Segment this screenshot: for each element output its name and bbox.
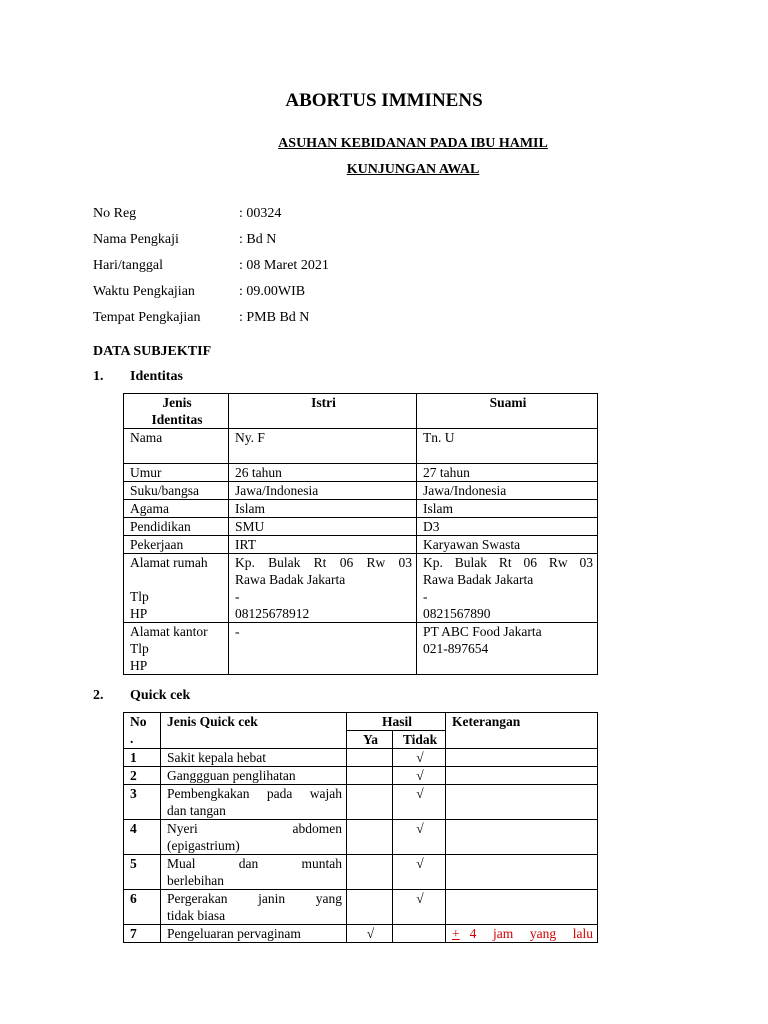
- istri-alamat-kantor: -: [229, 623, 417, 675]
- row-keterangan: [446, 749, 598, 767]
- quick-cek-heading: Quick cek: [130, 688, 191, 703]
- header-jenis-identitas: [124, 394, 229, 429]
- document-subtitle-2: KUNJUNGAN AWAL: [346, 162, 480, 177]
- suami-alamat-line1: Kp. Bulak Rt 06 Rw 03: [423, 555, 593, 570]
- istri-agama: Islam: [229, 500, 417, 518]
- row-label-umur: Umur: [124, 464, 229, 482]
- row-jenis-line1: Nyeri abdomen: [167, 821, 342, 836]
- header-tidak: Tidak: [393, 731, 446, 749]
- row-label-alamat-kantor: [124, 623, 229, 675]
- suami-kantor-line1: PT ABC Food Jakarta: [423, 624, 542, 639]
- row-label-pendidikan: Pendidikan: [124, 518, 229, 536]
- row-no: 2: [124, 767, 161, 785]
- header-jenis-line1: Jenis: [162, 395, 192, 410]
- suami-agama: Islam: [417, 500, 598, 518]
- quick-cek-number: 2.: [93, 688, 104, 703]
- row-jenis: [161, 785, 347, 820]
- row-label-suku: Suku/bangsa: [124, 482, 229, 500]
- alamat-rumah-hp-label: HP: [130, 606, 148, 621]
- suami-nama: Tn. U: [417, 429, 598, 464]
- row-jenis: Ganggguan penglihatan: [161, 767, 347, 785]
- info-value-hari-tanggal: : 08 Maret 2021: [239, 258, 329, 273]
- table-row: [124, 554, 598, 623]
- row-keterangan: [446, 890, 598, 925]
- table-row: [124, 429, 598, 464]
- row-jenis-line1: Pembengkakan pada wajah: [167, 786, 342, 801]
- row-keterangan: [446, 785, 598, 820]
- alamat-rumah-label: Alamat rumah: [130, 555, 208, 570]
- table-row: [124, 785, 598, 820]
- row-jenis-line2: berlebihan: [167, 873, 224, 888]
- istri-suku: Jawa/Indonesia: [229, 482, 417, 500]
- table-row: [124, 482, 598, 500]
- identitas-header-row: [124, 394, 598, 429]
- plus-minus-sign: +: [452, 926, 460, 941]
- document-title: ABORTUS IMMINENS: [285, 90, 483, 111]
- table-row: [124, 536, 598, 554]
- quick-cek-header-row: [124, 713, 598, 731]
- alamat-kantor-label: Alamat kantor: [130, 624, 208, 639]
- table-row: [124, 749, 598, 767]
- table-row: [124, 855, 598, 890]
- istri-pendidikan: SMU: [229, 518, 417, 536]
- suami-alamat-kantor: [417, 623, 598, 675]
- identitas-table: [123, 393, 598, 675]
- istri-alamat-rumah: [229, 554, 417, 623]
- info-value-nama-pengkaji: : Bd N: [239, 232, 277, 247]
- header-jenis-quick-cek: Jenis Quick cek: [161, 713, 347, 749]
- suami-umur: 27 tahun: [417, 464, 598, 482]
- row-label-agama: Agama: [124, 500, 229, 518]
- row-ya: [347, 855, 393, 890]
- info-label-waktu-pengkajian: Waktu Pengkajian: [93, 284, 195, 299]
- info-label-no-reg: No Reg: [93, 206, 137, 221]
- row-keterangan: [446, 855, 598, 890]
- row-ya: [347, 890, 393, 925]
- table-row: [124, 464, 598, 482]
- row-jenis-line2: (epigastrium): [167, 838, 240, 853]
- alamat-kantor-tlp-label: Tlp: [130, 641, 149, 656]
- header-no: [124, 713, 161, 749]
- quick-cek-table: [123, 712, 598, 943]
- row-no: 5: [124, 855, 161, 890]
- table-row: [124, 518, 598, 536]
- info-label-hari-tanggal: Hari/tanggal: [93, 258, 163, 273]
- row-no: 1: [124, 749, 161, 767]
- row-jenis: Pengeluaran pervaginam: [161, 925, 347, 943]
- identitas-heading: Identitas: [130, 369, 183, 384]
- row-tidak: √: [393, 785, 446, 820]
- row-tidak: √: [393, 749, 446, 767]
- istri-alamat-line2: Rawa Badak Jakarta: [235, 572, 346, 587]
- row-tidak: √: [393, 767, 446, 785]
- info-label-tempat-pengkajian: Tempat Pengkajian: [93, 310, 201, 325]
- istri-umur: 26 tahun: [229, 464, 417, 482]
- row-jenis-line1: Mual dan muntah: [167, 856, 342, 871]
- row-ya: [347, 785, 393, 820]
- row-label-nama: Nama: [124, 429, 229, 464]
- row-tidak: √: [393, 855, 446, 890]
- identitas-number: 1.: [93, 369, 104, 384]
- suami-pekerjaan: Karyawan Swasta: [417, 536, 598, 554]
- suami-suku: Jawa/Indonesia: [417, 482, 598, 500]
- table-row: [124, 623, 598, 675]
- istri-pekerjaan: IRT: [229, 536, 417, 554]
- row-ya: [347, 767, 393, 785]
- istri-alamat-tlp: -: [235, 589, 240, 604]
- row-ya: [347, 820, 393, 855]
- suami-alamat-tlp: -: [423, 589, 428, 604]
- section-heading: DATA SUBJEKTIF: [93, 344, 212, 359]
- row-keterangan: [446, 767, 598, 785]
- row-keterangan: [446, 925, 598, 943]
- suami-alamat-rumah: [417, 554, 598, 623]
- row-tidak: [393, 925, 446, 943]
- header-keterangan: Keterangan: [446, 713, 598, 749]
- row-label-pekerjaan: Pekerjaan: [124, 536, 229, 554]
- row-jenis: [161, 890, 347, 925]
- row-jenis: [161, 855, 347, 890]
- row-keterangan: [446, 820, 598, 855]
- row-jenis: Sakit kepala hebat: [161, 749, 347, 767]
- table-row: [124, 820, 598, 855]
- header-no-line2: .: [130, 731, 134, 746]
- row-no: 3: [124, 785, 161, 820]
- header-no-line1: No: [130, 714, 147, 729]
- info-label-nama-pengkaji: Nama Pengkaji: [93, 232, 179, 247]
- table-row: [124, 925, 598, 943]
- keterangan-text: [452, 925, 593, 942]
- istri-alamat-line1: Kp. Bulak Rt 06 Rw 03: [235, 555, 412, 570]
- alamat-rumah-tlp-label: Tlp: [130, 589, 149, 604]
- row-ya: [347, 749, 393, 767]
- table-row: [124, 500, 598, 518]
- header-istri: Istri: [229, 394, 417, 429]
- row-tidak: √: [393, 890, 446, 925]
- row-no: 7: [124, 925, 161, 943]
- table-row: [124, 890, 598, 925]
- suami-pendidikan: D3: [417, 518, 598, 536]
- row-jenis-line1: Pergerakan janin yang: [167, 891, 342, 906]
- header-jenis-line2: Identitas: [151, 412, 203, 427]
- istri-nama: Ny. F: [229, 429, 417, 464]
- alamat-kantor-hp-label: HP: [130, 658, 148, 673]
- suami-alamat-hp: 0821567890: [423, 606, 491, 621]
- table-row: [124, 767, 598, 785]
- row-jenis-line2: dan tangan: [167, 803, 226, 818]
- istri-alamat-hp: 08125678912: [235, 606, 310, 621]
- header-suami: Suami: [417, 394, 598, 429]
- row-jenis-line2: tidak biasa: [167, 908, 226, 923]
- keterangan-value: 4 jam yang lalu: [469, 926, 594, 941]
- row-ya: √: [347, 925, 393, 943]
- header-ya: Ya: [347, 731, 393, 749]
- row-tidak: √: [393, 820, 446, 855]
- info-value-waktu-pengkajian: : 09.00WIB: [239, 284, 306, 299]
- row-jenis: [161, 820, 347, 855]
- suami-kantor-line2: 021-897654: [423, 641, 489, 656]
- document-subtitle-1: ASUHAN KEBIDANAN PADA IBU HAMIL: [278, 136, 548, 151]
- row-no: 4: [124, 820, 161, 855]
- row-label-alamat-rumah: [124, 554, 229, 623]
- info-value-tempat-pengkajian: : PMB Bd N: [239, 310, 310, 325]
- row-no: 6: [124, 890, 161, 925]
- info-value-no-reg: : 00324: [239, 206, 282, 221]
- suami-alamat-line2: Rawa Badak Jakarta: [423, 572, 534, 587]
- header-hasil: Hasil: [347, 713, 446, 731]
